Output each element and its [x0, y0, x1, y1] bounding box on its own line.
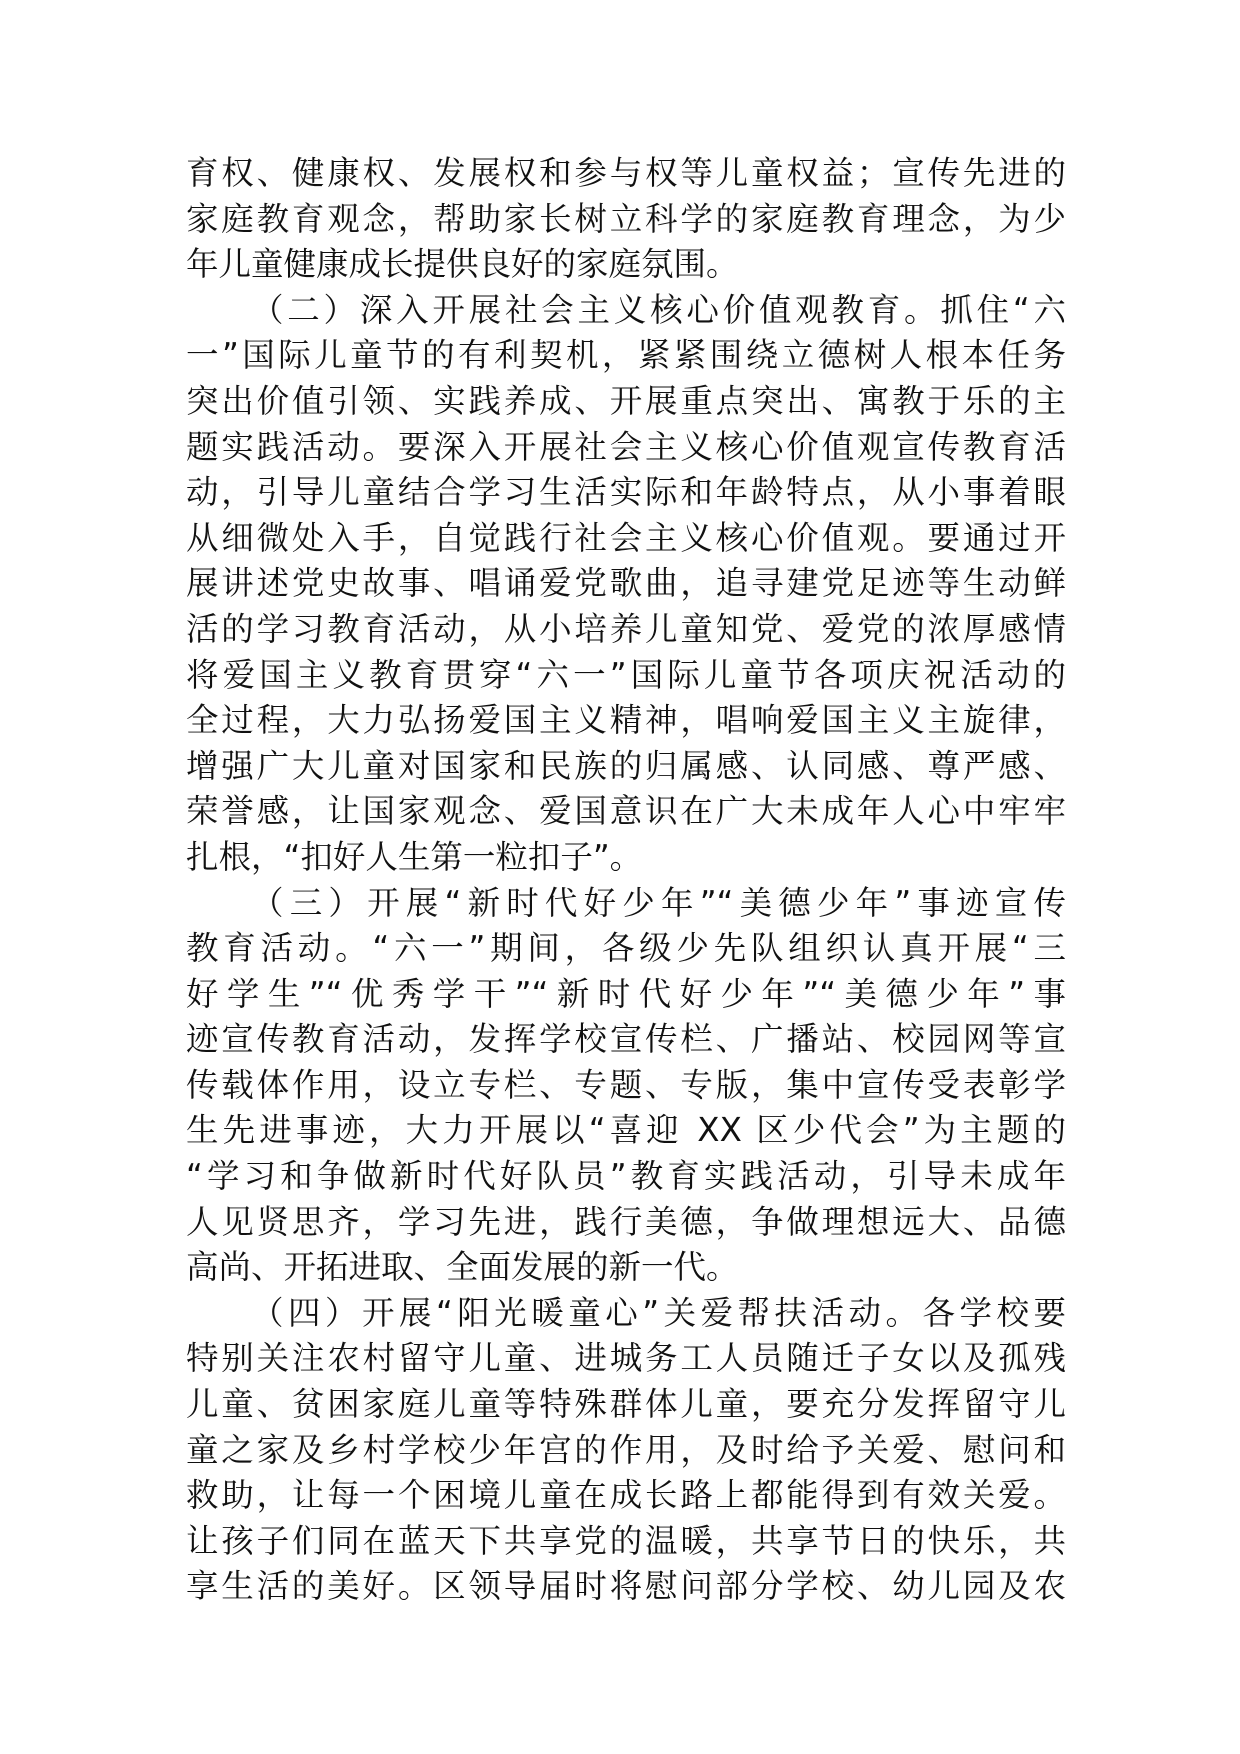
paragraph-line: （三）开展“新时代好少年”“美德少年”事迹宣传 [251, 883, 1066, 922]
paragraph-line: 特别关注农村留守儿童、进城务工人员随迁子女以及孤残 [186, 1339, 1066, 1378]
paragraph-line: 全过程，大力弘扬爱国主义精神，唱响爱国主义主旋律， [186, 701, 1066, 740]
paragraph-line: 享生活的美好。区领导届时将慰问部分学校、幼儿园及农 [186, 1567, 1066, 1606]
paragraph-line: 让孩子们同在蓝天下共享党的温暖，共享节日的快乐，共 [186, 1521, 1066, 1560]
paragraph-line: 突出价值引领、实践养成、开展重点突出、寓教于乐的主 [186, 381, 1066, 420]
paragraph-line: 题实践活动。要深入开展社会主义核心价值观宣传教育活 [186, 427, 1066, 466]
paragraph-line: 传载体作用，设立专栏、专题、专版，集中宣传受表彰学 [186, 1065, 1066, 1104]
paragraph-line: 育权、健康权、发展权和参与权等儿童权益；宣传先进的 [186, 154, 1066, 192]
paragraph-line: 童之家及乡村学校少年宫的作用，及时给予关爱、慰问和 [186, 1430, 1066, 1469]
paragraph-line: 扎根，“扣好人生第一粒扣子”。 [186, 837, 643, 876]
paragraph-line: 动，引导儿童结合学习生活实际和年龄特点，从小事着眼 [186, 473, 1066, 512]
paragraph-line: （四）开展“阳光暖童心”关爱帮扶活动。各学校要 [251, 1293, 1066, 1332]
paragraph-line: 高尚、开拓进取、全面发展的新一代。 [186, 1248, 739, 1287]
paragraph-line: 将爱国主义教育贯穿“六一”国际儿童节各项庆祝活动的 [186, 655, 1066, 694]
paragraph-line: 增强广大儿童对国家和民族的归属感、认同感、尊严感、 [186, 746, 1066, 785]
paragraph-line: 一”国际儿童节的有利契机，紧紧围绕立德树人根本任务 [186, 336, 1066, 375]
paragraph-line: 活的学习教育活动，从小培养儿童知党、爱党的浓厚感情 [186, 609, 1066, 648]
paragraph-line: 好学生”“优秀学干”“新时代好少年”“美德少年”事 [186, 974, 1066, 1013]
paragraph-line: 从细微处入手，自觉践行社会主义核心价值观。要通过开 [186, 518, 1066, 557]
paragraph-line: “学习和争做新时代好队员”教育实践活动，引导未成年 [186, 1157, 1066, 1196]
paragraph-line: 家庭教育观念，帮助家长树立科学的家庭教育理念，为少 [186, 199, 1066, 238]
paragraph-line: 年儿童健康成长提供良好的家庭氛围。 [186, 245, 739, 284]
paragraph-line: （二）深入开展社会主义核心价值观教育。抓住“六 [251, 290, 1066, 329]
paragraph-line: 荣誉感，让国家观念、爱国意识在广大未成年人心中牢牢 [186, 792, 1066, 831]
paragraph-line: 教育活动。“六一”期间，各级少先队组织认真开展“三 [186, 929, 1066, 968]
paragraph-line: 救助，让每一个困境儿童在成长路上都能得到有效关爱。 [186, 1476, 1066, 1515]
paragraph-line: 人见贤思齐，学习先进，践行美德，争做理想远大、品德 [186, 1202, 1066, 1241]
paragraph-line: 迹宣传教育活动，发挥学校宣传栏、广播站、校园网等宣 [186, 1020, 1066, 1059]
paragraph-line: 生先进事迹，大力开展以“喜迎 XX 区少代会”为主题的 [186, 1111, 1066, 1150]
document-body [186, 151, 1066, 1610]
paragraph-line: 展讲述党史故事、唱诵爱党歌曲，追寻建党足迹等生动鲜 [186, 564, 1066, 603]
paragraph-line: 儿童、贫困家庭儿童等特殊群体儿童，要充分发挥留守儿 [186, 1385, 1066, 1424]
